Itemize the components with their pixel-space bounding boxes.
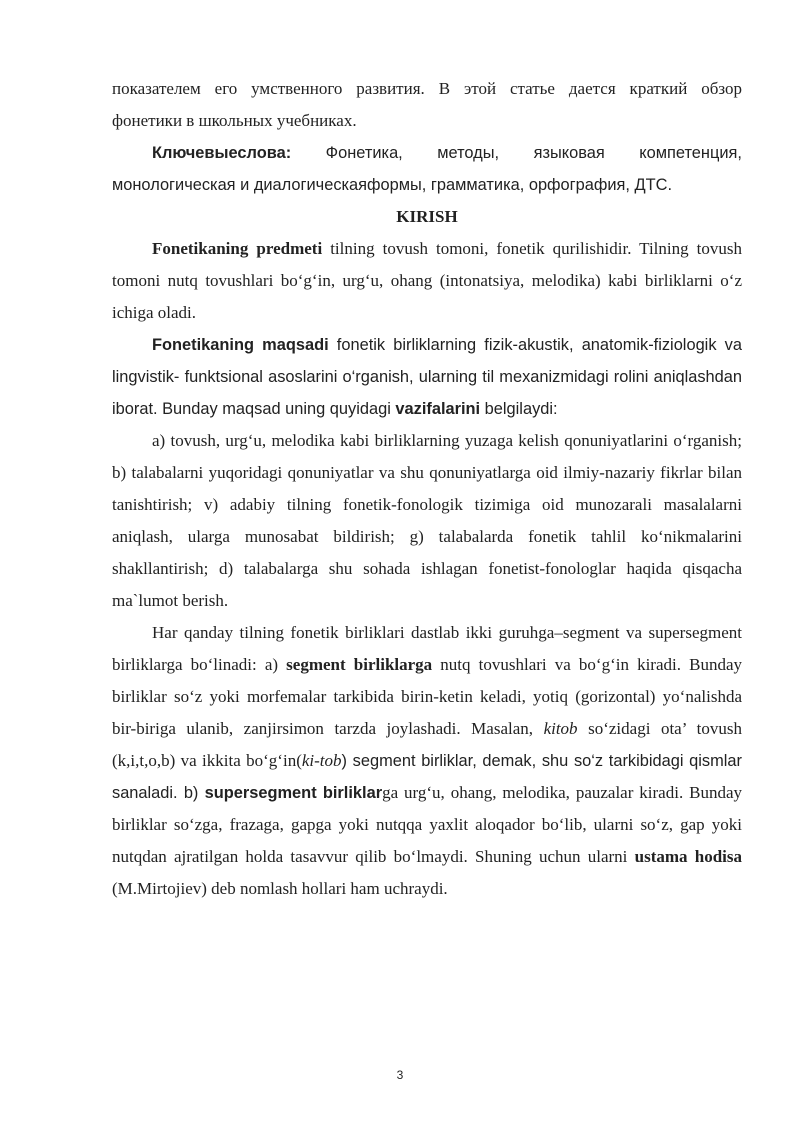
- term-ustama: ustama hodisa: [634, 847, 743, 866]
- term-subject: Fonetikaning predmeti: [152, 239, 323, 258]
- paragraph-tasks-list: a) tovush, urg‘u, melodika kabi birliklarning yuzaga kelish qonuniyatlarini o‘rganish; b) talabalarni yuqoridagi qonuniyatlar va shu qonuniyatlarga oid ilmiy-nazariy fikrlar bilan tanishtirish; v) adabiy tilning fonetik-fonologik tizimiga oid munozarali masalalarni aniqlash, ularga munosabat bildirish; g) talabalarda fonetik tahlil ko‘nikmalarini shakllantirish; d) talabalarga shu sohada ishlagan fonetist-fonologlar haqida qisqacha ma`lumot berish.: [112, 431, 742, 610]
- paragraph-subject-text: tilning tovush tomoni, fonetik qurilishidir. Tilning tovush tomoni nutq tovushlari bo‘g‘in, urg‘u, ohang (intonatsiya, melodika) kabi birliklarni o‘z ichiga oladi.: [112, 239, 742, 322]
- units-text-5: ga urg‘u, ohang, melodika, pauzalar kiradi. Bunday birliklar so‘zga, frazaga, gapga yoki nutqqa yaxlit aloqador bo‘lib, ularni so‘z, gap yoki nutqdan ajratilgan holda tasavvur qilib bo‘lmaydi. Shuning uchun ularni: [112, 783, 742, 866]
- keywords-label: Ключевыеслова:: [152, 144, 292, 162]
- keywords-line-1: [112, 137, 742, 169]
- term-segment: segment birliklarga: [286, 655, 433, 674]
- paragraph-goal: [112, 329, 742, 425]
- units-text-3: so‘zidagi ota’ tovush (k,i,t,o,b) va ikkita bo‘g‘in(: [112, 719, 742, 770]
- keyword-2: методы,: [437, 144, 500, 162]
- keyword-4: компетенция,: [639, 144, 742, 162]
- paragraph-units: [112, 617, 742, 905]
- term-supersegment: supersegment birliklar: [204, 784, 383, 802]
- paragraph-goal-text: fonetik birliklarning fizik-akustik, anatomik-fiziologik va lingvistik- funktsional asoslarini o‘rganish, ularning til mexanizmidagi rolini aniqlashdan iborat. Bunday maqsad uning quyidagi: [112, 336, 742, 418]
- keywords-line-2: монологическая и диалогическаяформы, грамматика, орфография, ДТС.: [112, 176, 672, 194]
- term-tasks: vazifalarini: [395, 400, 481, 418]
- paragraph-goal-text-2: belgilaydi:: [480, 400, 558, 418]
- section-heading: KIRISH: [396, 207, 458, 226]
- abstract-continuation: [112, 73, 742, 137]
- example-syllables: ki-tob: [301, 751, 342, 770]
- paragraph-subject: [112, 233, 742, 329]
- abstract-line-1: показателем его умственного развития. В этой статье дается краткий обзор: [112, 79, 742, 98]
- term-goal: Fonetikaning maqsadi: [152, 336, 329, 354]
- units-text-6: (M.Mirtojiev) deb nomlash hollari ham uchraydi.: [112, 879, 448, 898]
- units-text-1: Har qanday tilning fonetik birliklari dastlab ikki guruhga–segment va supersegment birliklarga bo‘linadi: a): [112, 623, 742, 674]
- keywords-block: [112, 137, 742, 201]
- example-word: kitob: [543, 719, 578, 738]
- keyword-3: языковая: [533, 144, 605, 162]
- units-text-4: ) segment birliklar, demak, shu so‘z tarkibidagi qismlar sanaladi. b): [112, 752, 742, 802]
- page-number: 3: [396, 1068, 404, 1082]
- page-content: [112, 73, 742, 905]
- units-text-2: nutq tovushlari va bo‘g‘in kiradi. Bunday birliklar so‘z yoki morfemalar tarkibida birin-ketin keladi, yotiq (gorizontal) yo‘nalishda bir-biriga ulanib, zanjirsimon tarzda joylashadi. Masalan,: [112, 655, 742, 738]
- keyword-1: Фонетика,: [325, 144, 403, 162]
- abstract-line-2: фонетики в школьных учебниках.: [112, 111, 357, 130]
